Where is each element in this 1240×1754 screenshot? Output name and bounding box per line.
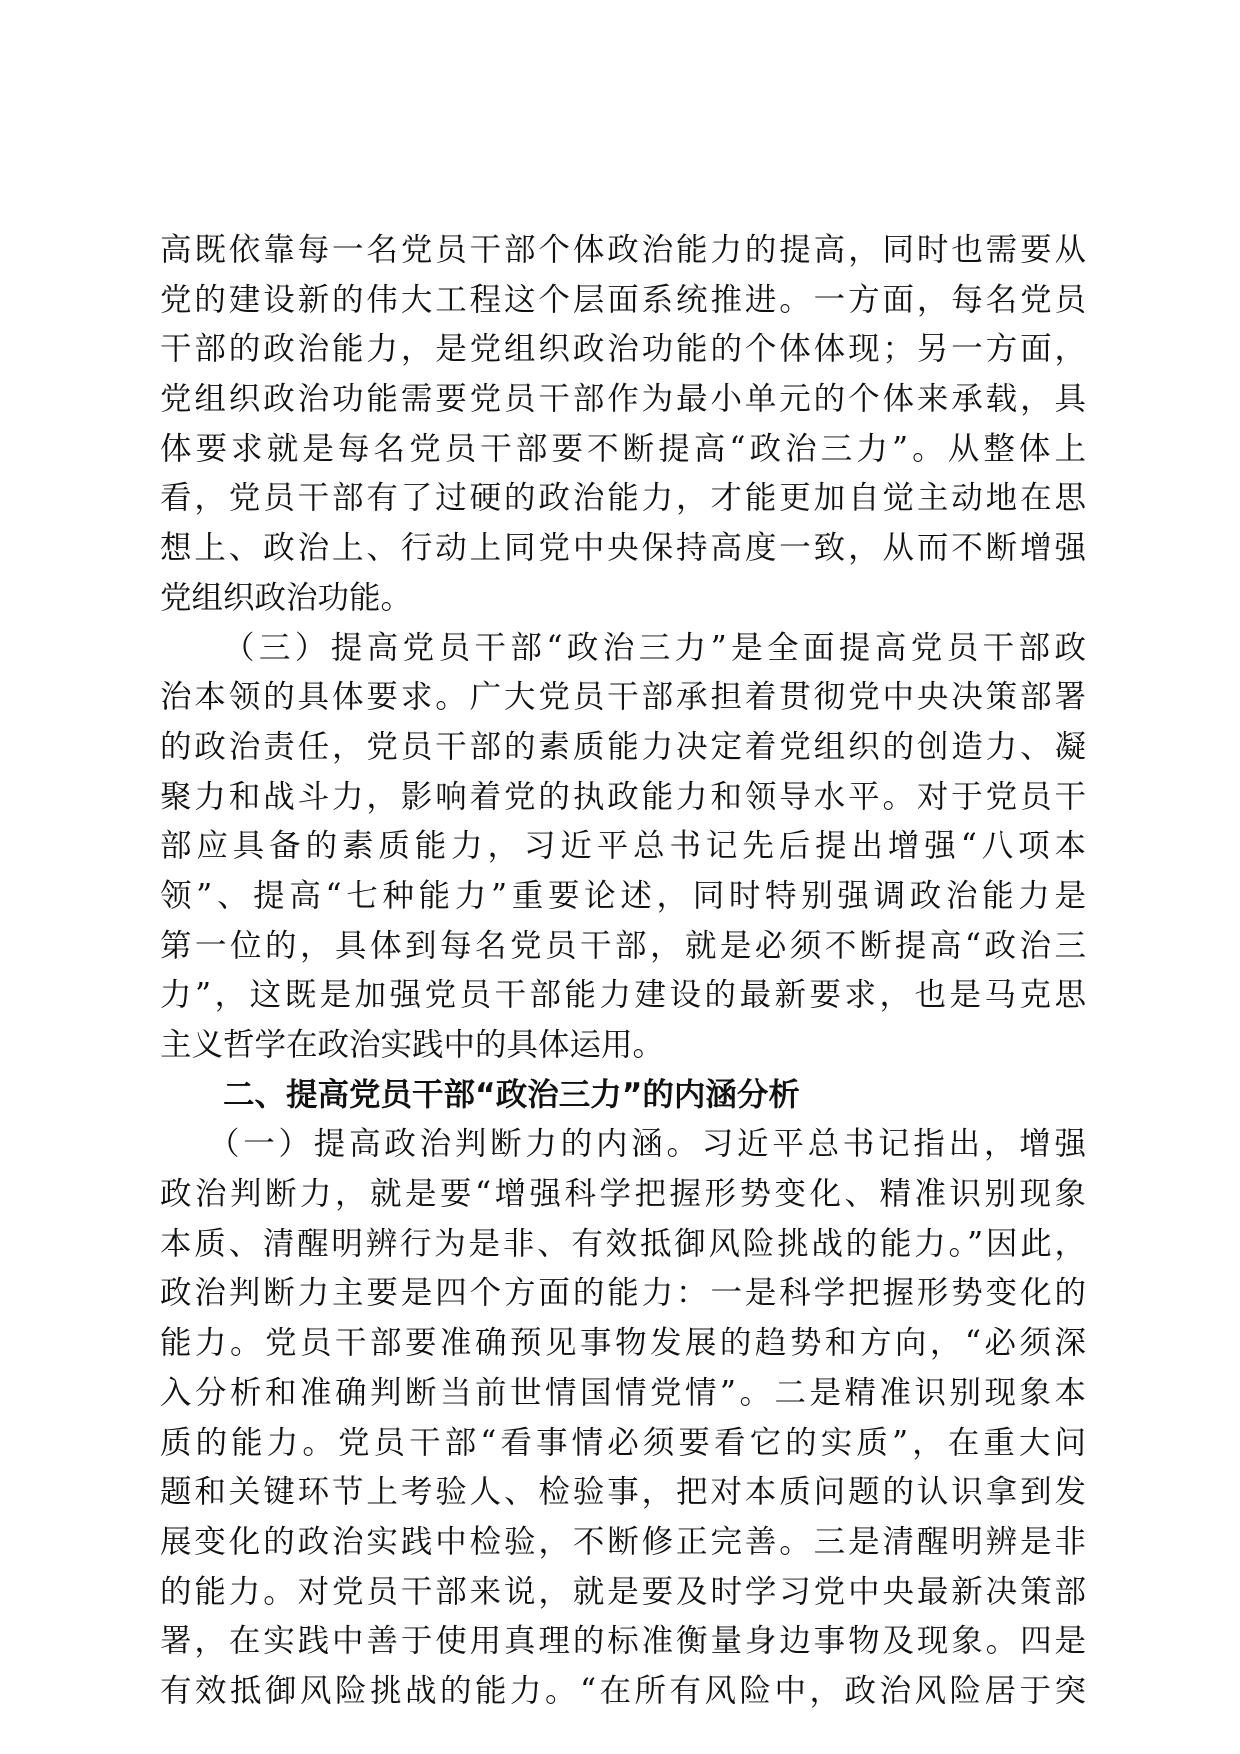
text-line: 部应具备的素质能力，习近平总书记先后提出增强“八项本: [160, 828, 1086, 865]
text-line: 政治判断力，就是要“增强科学把握形势变化、精准识别现象: [160, 1176, 1086, 1213]
text-line: 的能力。对党员干部来说，就是要及时学习党中央最新决策部: [160, 1573, 1086, 1610]
text-line: 的政治责任，党员干部的素质能力决定着党组织的创造力、凝: [160, 728, 1086, 765]
heading-text: 二、提高党员干部“政治三力”的内涵分析: [223, 1076, 800, 1113]
text-line: 第一位的，具体到每名党员干部，就是必须不断提高“政治三: [160, 927, 1086, 964]
text-line: 党组织政治功能需要党员干部作为最小单元的个体来承载，具: [160, 381, 1086, 418]
text-line: 高既依靠每一名党员干部个体政治能力的提高，同时也需要从: [160, 232, 1086, 268]
text-line: 领”、提高“七种能力”重要论述，同时特别强调政治能力是: [160, 877, 1086, 914]
text-line: 党组织政治功能。: [160, 579, 413, 616]
text-line: 题和关键环节上考验人、检验事，把对本质问题的认识拿到发: [160, 1474, 1086, 1511]
text-line: 党的建设新的伟大工程这个层面系统推进。一方面，每名党员: [160, 281, 1086, 318]
text-line: 本质、清醒明辨行为是非、有效抵御风险挑战的能力。”因此，: [160, 1225, 1086, 1262]
text-line: 政治判断力主要是四个方面的能力：一是科学把握形势变化的: [160, 1275, 1086, 1312]
section-heading: [160, 1071, 1086, 1121]
text-line: 入分析和准确判断当前世情国情党情”。二是精准识别现象本: [160, 1374, 1086, 1411]
paragraph-judgment: [160, 1120, 1086, 1716]
text-line: 看，党员干部有了过硬的政治能力，才能更加自觉主动地在思: [160, 480, 1086, 517]
text-line: 聚力和战斗力，影响着党的执政能力和领导水平。对于党员干: [160, 778, 1086, 815]
paragraph-continuation: [160, 226, 1086, 624]
text-line: 治本领的具体要求。广大党员干部承担着贯彻党中央决策部署: [160, 679, 1086, 716]
text-line: 署，在实践中善于使用真理的标准衡量身边事物及现象。四是: [160, 1623, 1086, 1660]
text-line: 能力。党员干部要准确预见事物发展的趋势和方向，“必须深: [160, 1325, 1086, 1362]
text-line: 质的能力。党员干部“看事情必须要看它的实质”，在重大问: [160, 1424, 1086, 1461]
text-line: 干部的政治能力，是党组织政治功能的个体体现；另一方面，: [160, 331, 1086, 368]
text-line: 力”，这既是加强党员干部能力建设的最新要求，也是马克思: [160, 977, 1086, 1014]
text-line: 体要求就是每名党员干部要不断提高“政治三力”。从整体上: [160, 430, 1086, 467]
text-line: 有效抵御风险挑战的能力。“在所有风险中，政治风险居于突: [160, 1672, 1086, 1709]
paragraph-section-3: [160, 624, 1086, 1071]
document-body: [160, 226, 1086, 1717]
text-line: 想上、政治上、行动上同党中央保持高度一致，从而不断增强: [160, 530, 1086, 567]
text-line: 展变化的政治实践中检验，不断修正完善。三是清醒明辨是非: [160, 1523, 1086, 1560]
text-line: （一）提高政治判断力的内涵。习近平总书记指出，增强: [208, 1126, 1086, 1163]
text-line: （三）提高党员干部“政治三力”是全面提高党员干部政: [223, 629, 1086, 666]
text-line: 主义哲学在政治实践中的具体运用。: [160, 1027, 665, 1063]
